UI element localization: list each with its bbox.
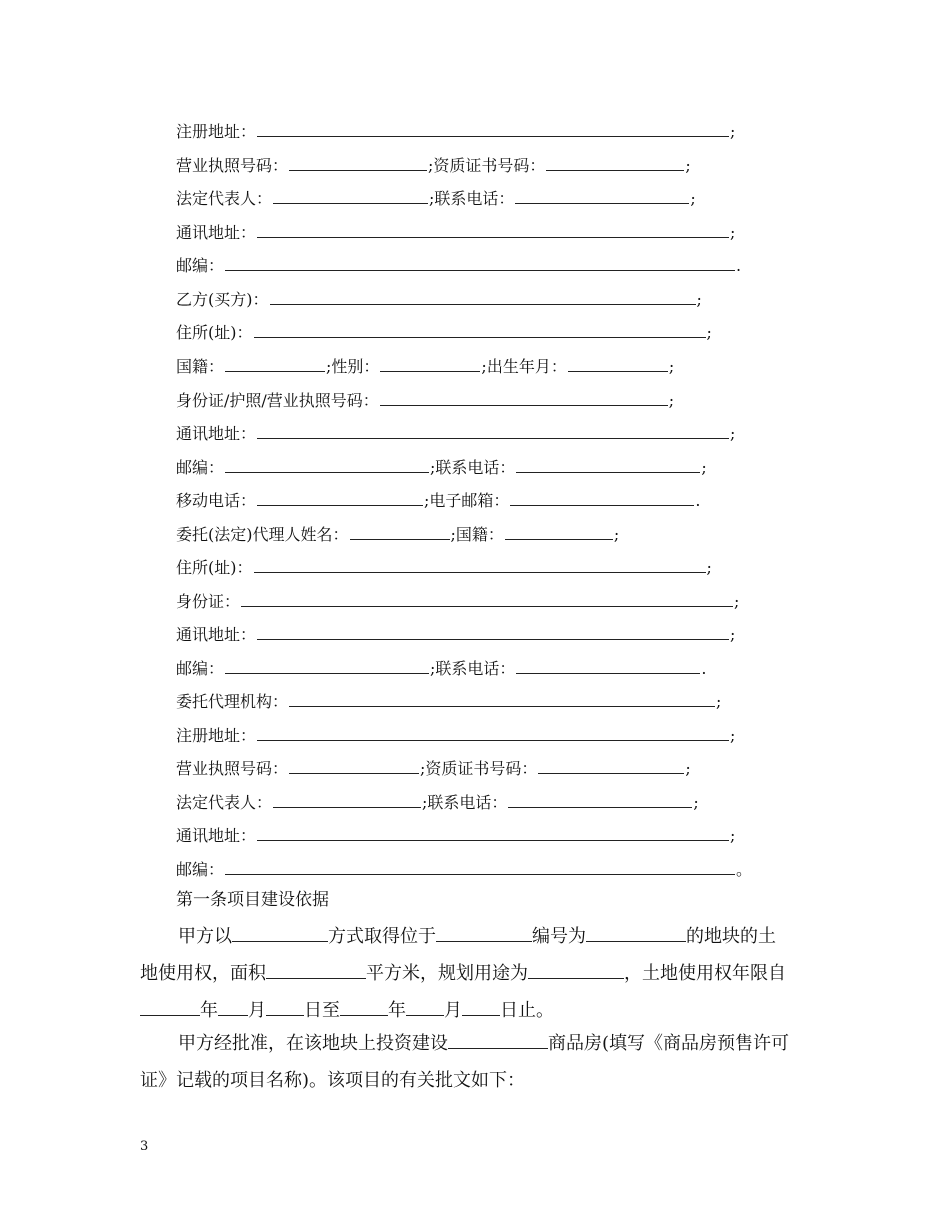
field-line [176, 657, 707, 681]
fill-blank [257, 623, 729, 640]
field-end: ; [693, 793, 699, 812]
field-label: 注册地址： [176, 726, 257, 745]
fill-blank [380, 389, 668, 406]
field-label: ;联系电话： [430, 458, 516, 477]
field-end: ; [706, 323, 712, 342]
field-line [176, 120, 735, 144]
text: 的地块的土 [686, 926, 776, 947]
field-label: 委托(法定)代理人姓名： [176, 525, 349, 544]
field-label: 住所(址)： [176, 323, 253, 342]
fill-blank [225, 858, 735, 875]
field-label: 通讯地址： [176, 223, 257, 242]
field-label: ;出生年月： [481, 357, 567, 376]
fill-blank [568, 355, 668, 372]
field-line [176, 523, 619, 547]
fill-blank [218, 997, 248, 1016]
field-end: ; [730, 826, 736, 845]
text: 方式取得位于 [328, 926, 436, 947]
field-label: ;电子邮箱： [424, 491, 510, 510]
field-end: . [695, 491, 701, 510]
field-label: 身份证： [176, 592, 241, 611]
page-number: 3 [140, 1139, 149, 1154]
field-end: ; [730, 223, 736, 242]
fill-blank [225, 254, 735, 271]
field-label: 住所(址)： [176, 558, 253, 577]
fill-blank [140, 997, 200, 1016]
field-end: ; [613, 525, 620, 544]
field-end: ; [730, 625, 736, 644]
field-line [176, 355, 674, 379]
fill-blank [448, 1030, 548, 1049]
field-label: 邮编： [176, 256, 225, 275]
fill-blank [225, 657, 429, 674]
field-line [176, 590, 739, 614]
field-line [176, 690, 721, 714]
field-line [176, 757, 691, 781]
text: 地使用权，面积 [140, 963, 266, 984]
field-line [176, 321, 712, 345]
text: 年 [200, 1000, 218, 1021]
field-line [176, 389, 674, 413]
text: 年 [388, 1000, 406, 1021]
fill-blank [273, 187, 428, 204]
field-end: ; [690, 189, 696, 208]
field-end: ; [716, 692, 722, 711]
field-label: 邮编： [176, 659, 225, 678]
article-title: 第一条项目建设依据 [176, 890, 329, 910]
fill-blank [266, 997, 304, 1016]
fill-blank [266, 960, 366, 979]
fill-blank [257, 724, 729, 741]
field-end: . [736, 256, 742, 275]
field-label: ;联系电话： [430, 659, 516, 678]
field-end: ; [668, 391, 675, 410]
field-label: 邮编： [176, 860, 225, 879]
field-label: 通讯地址： [176, 625, 257, 644]
fill-blank [508, 791, 692, 808]
fill-blank [340, 997, 388, 1016]
field-end: . [701, 659, 707, 678]
field-label: 身份证/护照/营业执照号码： [176, 391, 379, 410]
field-line [176, 623, 735, 647]
field-line [176, 422, 735, 446]
field-line [176, 288, 702, 312]
text: 甲方经批准，在该地块上投资建设 [178, 1033, 448, 1054]
fill-blank [270, 288, 696, 305]
text: 甲方以 [178, 926, 232, 947]
fill-blank [505, 523, 613, 540]
field-line [176, 221, 735, 245]
fill-blank [380, 355, 480, 372]
fill-blank [510, 489, 694, 506]
paragraph-project [140, 1025, 814, 1099]
field-line [176, 456, 707, 480]
field-label: 注册地址： [176, 122, 257, 141]
text: 日至 [304, 1000, 340, 1021]
fill-blank [225, 355, 325, 372]
field-end: ; [730, 122, 736, 141]
field-line [176, 791, 699, 815]
field-label: ;联系电话： [422, 793, 508, 812]
fill-blank [436, 923, 532, 942]
text: 日止。 [500, 1000, 554, 1021]
field-end: ; [730, 424, 736, 443]
text: 证》记载的项目名称)。该项目的有关批文如下： [140, 1070, 526, 1091]
fill-blank [350, 523, 450, 540]
fill-blank [273, 791, 421, 808]
fill-blank [289, 690, 715, 707]
text: 平方米，规划用途为 [366, 963, 528, 984]
fill-blank [289, 757, 419, 774]
field-end: ; [701, 458, 707, 477]
fill-blank [515, 187, 689, 204]
field-end: ; [685, 759, 691, 778]
field-label: 法定代表人： [176, 189, 273, 208]
fill-blank [232, 923, 328, 942]
field-label: ;国籍： [450, 525, 504, 544]
field-end: ; [734, 592, 740, 611]
field-label: 移动电话： [176, 491, 257, 510]
field-label: ;联系电话： [429, 189, 515, 208]
fill-blank [257, 422, 729, 439]
fill-blank [241, 590, 733, 607]
field-line [176, 824, 735, 848]
fill-blank [257, 489, 423, 506]
field-end: ; [668, 357, 675, 376]
field-end: ; [730, 726, 736, 745]
field-line [176, 556, 712, 580]
field-label: ;资质证书号码： [420, 759, 538, 778]
field-label: 营业执照号码： [176, 759, 289, 778]
paragraph-land-use [140, 918, 814, 1029]
field-line [176, 489, 701, 513]
fill-blank [257, 824, 729, 841]
fill-blank [462, 997, 500, 1016]
field-label: 法定代表人： [176, 793, 273, 812]
field-end: ; [696, 290, 702, 309]
field-line [176, 724, 735, 748]
field-label: 委托代理机构： [176, 692, 289, 711]
fill-blank [254, 321, 706, 338]
text: 商品房(填写《商品房预售许可 [548, 1033, 790, 1054]
fill-blank [257, 221, 729, 238]
field-label: 通讯地址： [176, 826, 257, 845]
text: 月 [248, 1000, 266, 1021]
fill-blank [289, 154, 427, 171]
fill-blank [225, 456, 429, 473]
field-label: 国籍： [176, 357, 225, 376]
fill-blank [516, 657, 700, 674]
fill-blank [586, 923, 686, 942]
fill-blank [257, 120, 729, 137]
fill-blank [406, 997, 444, 1016]
field-line [176, 187, 696, 211]
fill-blank [546, 154, 684, 171]
field-label: 通讯地址： [176, 424, 257, 443]
field-line [176, 858, 752, 882]
text: 编号为 [532, 926, 586, 947]
field-line [176, 154, 691, 178]
field-label: 营业执照号码： [176, 156, 289, 175]
field-label: 乙方(买方)： [176, 290, 269, 309]
fill-blank [528, 960, 624, 979]
field-end: ; [706, 558, 712, 577]
fill-blank [254, 556, 706, 573]
field-label: ;性别： [326, 357, 380, 376]
text: ，土地使用权年限自 [624, 963, 786, 984]
field-line [176, 254, 741, 278]
field-end: 。 [736, 860, 753, 879]
text: 月 [444, 1000, 462, 1021]
field-end: ; [685, 156, 691, 175]
field-label: ;资质证书号码： [428, 156, 546, 175]
field-label: 邮编： [176, 458, 225, 477]
fill-blank [538, 757, 684, 774]
fill-blank [516, 456, 700, 473]
